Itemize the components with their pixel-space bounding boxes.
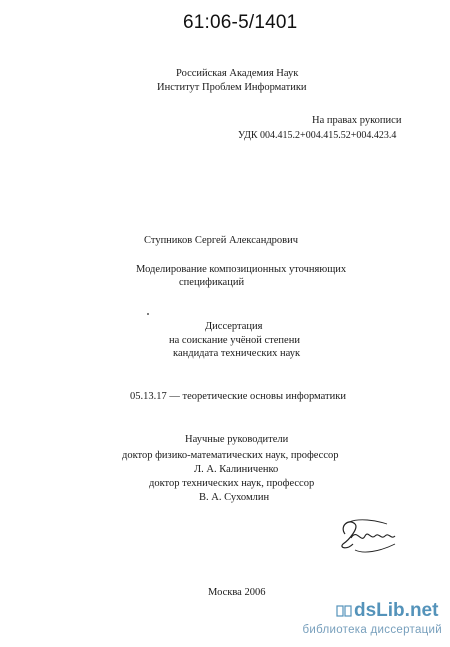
author-name: Ступников Сергей Александрович [144, 235, 299, 246]
advisors-heading: Научные руководители [185, 434, 289, 445]
archive-stamp-code: 61:06-5/1401 [183, 12, 298, 33]
book-icon [336, 603, 352, 619]
degree-line-1: Диссертация [205, 321, 263, 332]
organization-line-1: Российская Академия Наук [176, 68, 299, 79]
city-year: Москва 2006 [208, 587, 266, 598]
advisor-1-name: Л. А. Калиниченко [194, 464, 279, 475]
organization-line-2: Институт Проблем Информатики [157, 82, 307, 93]
udk-code: УДК 004.415.2+004.415.52+004.423.4 [238, 130, 397, 141]
degree-line-2: на соискание учёной степени [169, 335, 300, 346]
specialty-code: 05.13.17 — теоретические основы информатики [130, 391, 346, 402]
dissertation-title-line-1: Моделирование композиционных уточняющих [136, 264, 347, 275]
advisor-2-title: доктор технических наук, профессор [149, 478, 315, 489]
manuscript-rights-note: На правах рукописи [312, 115, 402, 126]
advisor-1-title: доктор физико-математических наук, профессор [122, 450, 339, 461]
watermark-logo: dsLib.net [354, 600, 439, 621]
watermark-subtitle: библиотека диссертаций [302, 624, 442, 636]
watermark [276, 600, 446, 644]
stray-mark [147, 313, 149, 315]
handwritten-signature [335, 514, 407, 558]
dissertation-title-line-2: спецификаций [179, 277, 245, 288]
advisor-2-name: В. А. Сухомлин [199, 492, 270, 503]
degree-line-3: кандидата технических наук [173, 348, 301, 359]
